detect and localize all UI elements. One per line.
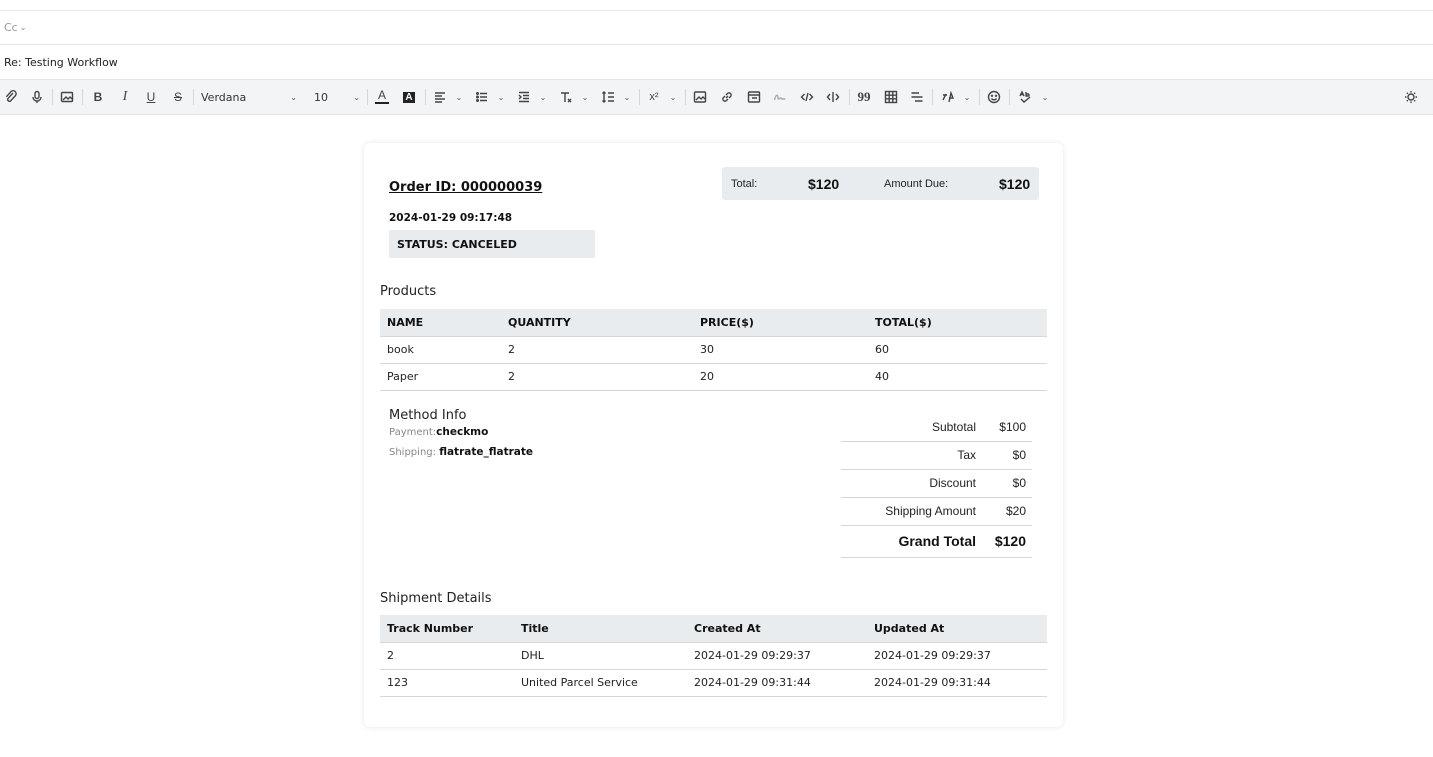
bullet-list-icon[interactable] <box>475 88 489 106</box>
table-cell: 2 <box>380 642 514 669</box>
table-cell: 2 <box>501 363 693 390</box>
microphone-icon[interactable] <box>30 88 44 106</box>
toolbar-divider <box>979 89 980 105</box>
chevron-down-icon[interactable]: ⌄ <box>455 92 463 102</box>
total-value: $120 <box>808 176 840 192</box>
link-icon[interactable] <box>720 88 734 106</box>
toolbar-divider <box>639 89 640 105</box>
status-badge: STATUS: CANCELED <box>389 230 595 258</box>
source-code-icon[interactable] <box>826 88 840 106</box>
table-row <box>380 669 1047 696</box>
toolbar-divider <box>685 89 686 105</box>
table-cell: Paper <box>380 363 501 390</box>
horizontal-rule-icon[interactable] <box>910 88 924 106</box>
grand-total-row <box>841 525 1032 557</box>
shipments-table <box>380 615 1047 697</box>
font-family-select[interactable] <box>201 88 297 106</box>
table-icon[interactable] <box>884 88 898 106</box>
email-body-editor[interactable] <box>0 115 1433 757</box>
chevron-down-icon[interactable]: ⌄ <box>581 92 589 102</box>
chevron-down-icon[interactable]: ⌄ <box>19 23 27 32</box>
column-header: Created At <box>687 615 867 642</box>
total-label: Total: <box>731 178 758 190</box>
signature-icon[interactable] <box>773 88 787 106</box>
superscript-icon[interactable]: x² <box>649 91 659 103</box>
attach-icon[interactable] <box>4 88 18 106</box>
amount-due-label: Amount Due: <box>884 178 949 190</box>
table-cell: 123 <box>380 669 514 696</box>
order-card <box>364 143 1063 727</box>
subject-text: Re: Testing Workflow <box>4 55 118 69</box>
summary-row <box>841 469 1032 497</box>
payment-method <box>389 426 488 438</box>
chevron-down-icon[interactable]: ⌄ <box>353 92 360 102</box>
font-family-value: Verdana <box>201 90 247 104</box>
summary-label: Tax <box>841 441 976 469</box>
italic-icon[interactable]: I <box>122 89 128 104</box>
payment-value: checkmo <box>436 426 489 438</box>
chevron-down-icon[interactable]: ⌄ <box>539 92 547 102</box>
image-icon[interactable] <box>693 88 707 106</box>
toolbar-divider <box>425 89 426 105</box>
indent-icon[interactable] <box>517 88 531 106</box>
align-left-icon[interactable] <box>433 88 447 106</box>
table-cell: 60 <box>868 336 1047 363</box>
quote-icon[interactable]: 99 <box>857 89 871 104</box>
font-size-select[interactable] <box>314 88 360 106</box>
highlight-color-icon[interactable]: A <box>405 91 413 103</box>
toolbar-divider <box>849 89 850 105</box>
amount-due-value: $120 <box>999 176 1031 192</box>
table-cell: 2024-01-29 09:29:37 <box>687 642 867 669</box>
insert-field-icon[interactable] <box>941 88 955 106</box>
bold-icon[interactable]: B <box>93 90 103 104</box>
table-cell: 30 <box>693 336 868 363</box>
theme-toggle-icon[interactable] <box>1404 88 1418 106</box>
table-cell: book <box>380 336 501 363</box>
table-cell: United Parcel Service <box>514 669 687 696</box>
table-cell: 2 <box>501 336 693 363</box>
column-header: NAME <box>380 309 501 336</box>
cc-label: Cc <box>4 21 18 34</box>
column-header: Title <box>514 615 687 642</box>
column-header: TOTAL($) <box>868 309 1047 336</box>
shipment-details-title: Shipment Details <box>380 591 492 606</box>
line-height-icon[interactable] <box>601 88 615 106</box>
shipping-label: Shipping: <box>389 447 436 458</box>
column-header: Updated At <box>867 615 1047 642</box>
summary-value: $0 <box>976 441 1032 469</box>
formatting-toolbar <box>0 80 1433 115</box>
toolbar-divider <box>1009 89 1010 105</box>
shipping-method <box>389 446 533 458</box>
toolbar-divider <box>193 89 194 105</box>
strikethrough-icon[interactable]: S <box>173 90 182 104</box>
payment-label: Payment: <box>389 427 437 438</box>
method-info-title: Method Info <box>389 408 467 423</box>
table-row <box>380 336 1047 363</box>
subject-field[interactable] <box>0 45 1433 80</box>
chevron-down-icon[interactable]: ⌄ <box>290 92 297 102</box>
summary-value: $0 <box>976 469 1032 497</box>
summary-label: Shipping Amount <box>841 497 976 525</box>
toolbar-divider <box>52 89 53 105</box>
table-cell: 40 <box>868 363 1047 390</box>
chevron-down-icon[interactable]: ⌄ <box>669 92 677 102</box>
chevron-down-icon[interactable]: ⌄ <box>963 92 971 102</box>
table-cell: 2024-01-29 09:31:44 <box>867 669 1047 696</box>
template-icon[interactable] <box>747 88 761 106</box>
products-title: Products <box>380 284 437 299</box>
cc-field[interactable] <box>0 11 1433 45</box>
table-header-row <box>380 615 1047 642</box>
toolbar-divider <box>932 89 933 105</box>
table-cell: 20 <box>693 363 868 390</box>
code-icon[interactable] <box>800 88 814 106</box>
shipping-value: flatrate_flatrate <box>439 446 534 458</box>
order-id-heading: Order ID: 000000039 <box>389 180 543 195</box>
toolbar-divider <box>82 89 83 105</box>
spellcheck-icon[interactable] <box>1018 88 1032 106</box>
order-summary <box>841 413 1032 558</box>
table-row <box>380 363 1047 390</box>
summary-label: Subtotal <box>841 413 976 441</box>
emoji-icon[interactable] <box>987 88 1001 106</box>
column-header: QUANTITY <box>501 309 693 336</box>
table-header-row <box>380 309 1047 336</box>
products-table <box>380 309 1047 391</box>
grand-total-label: Grand Total <box>841 525 976 557</box>
table-row <box>380 642 1047 669</box>
text-color-icon[interactable]: A <box>375 88 389 104</box>
summary-row <box>841 441 1032 469</box>
summary-row <box>841 497 1032 525</box>
grand-total-value: $120 <box>976 525 1032 557</box>
clear-format-icon[interactable] <box>559 88 573 106</box>
summary-value: $100 <box>976 413 1032 441</box>
column-header: Track Number <box>380 615 514 642</box>
insert-image-icon[interactable] <box>60 88 74 106</box>
summary-label: Discount <box>841 469 976 497</box>
column-header: PRICE($) <box>693 309 868 336</box>
underline-icon[interactable]: U <box>146 90 156 104</box>
summary-value: $20 <box>976 497 1032 525</box>
table-cell: 2024-01-29 09:29:37 <box>867 642 1047 669</box>
font-size-value: 10 <box>314 90 328 104</box>
order-datetime: 2024-01-29 09:17:48 <box>389 212 513 224</box>
summary-row <box>841 413 1032 441</box>
toolbar-divider <box>367 89 368 105</box>
table-cell: DHL <box>514 642 687 669</box>
totals-box <box>722 167 1039 200</box>
table-cell: 2024-01-29 09:31:44 <box>687 669 867 696</box>
chevron-down-icon[interactable]: ⌄ <box>1041 92 1049 102</box>
chevron-down-icon[interactable]: ⌄ <box>623 92 631 102</box>
chevron-down-icon[interactable]: ⌄ <box>497 92 505 102</box>
